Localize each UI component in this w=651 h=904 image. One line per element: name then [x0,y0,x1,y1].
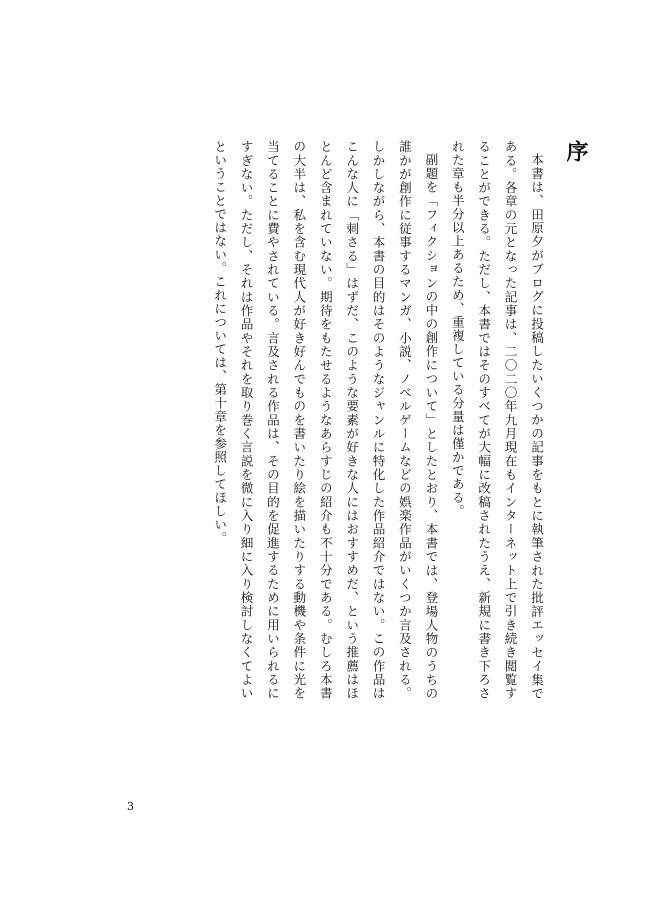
page-title: 序 [563,140,589,162]
page-number: 3 [127,800,134,813]
paragraph-intro: 本書は、田原夕がブログに投稿したいくつかの記事をもとに執筆された批評エッセイ集である。各章の元となった記事は、二〇二〇年九月現在もインターネット上で引き続き閲覧することができる。ただし、本書ではそのすべてが大幅に改稿されたうえ、新規に書き下ろされた章も半分以上あるため、重複している分量は僅かである。 [449,140,544,700]
paragraph-subtitle: 副題を「フィクションの中の創作について」としたとおり、本書では、登場人物のうちの誰かが創作に従事するマンガ、小説、ノベルゲームなどの娯楽作品がいくつか言及される。しかしながら、本書の目的はそのようなジャンルに特化した作品紹介ではない。この作品はこんな人に「刺さる」はずだ、このような要素が好きな人にはおすすめだ、という推薦はほとんど含まれていない。期待をもたせるようなあらすじの紹介も不十分である。むしろ本書の大半は、私を含む現代人が好き好んでものを書いたり絵を描いたりする動機や条件に光を当てることに費やされている。言及される作品は、その目的を促進するために用いられるにすぎない。ただし、それは作品やそれを取り巻く言説を微に入り細に入り検討しなくてよいということではない。これについては、第十章を参照してほしい。 [212,140,439,700]
vertical-text-block [206,140,589,700]
